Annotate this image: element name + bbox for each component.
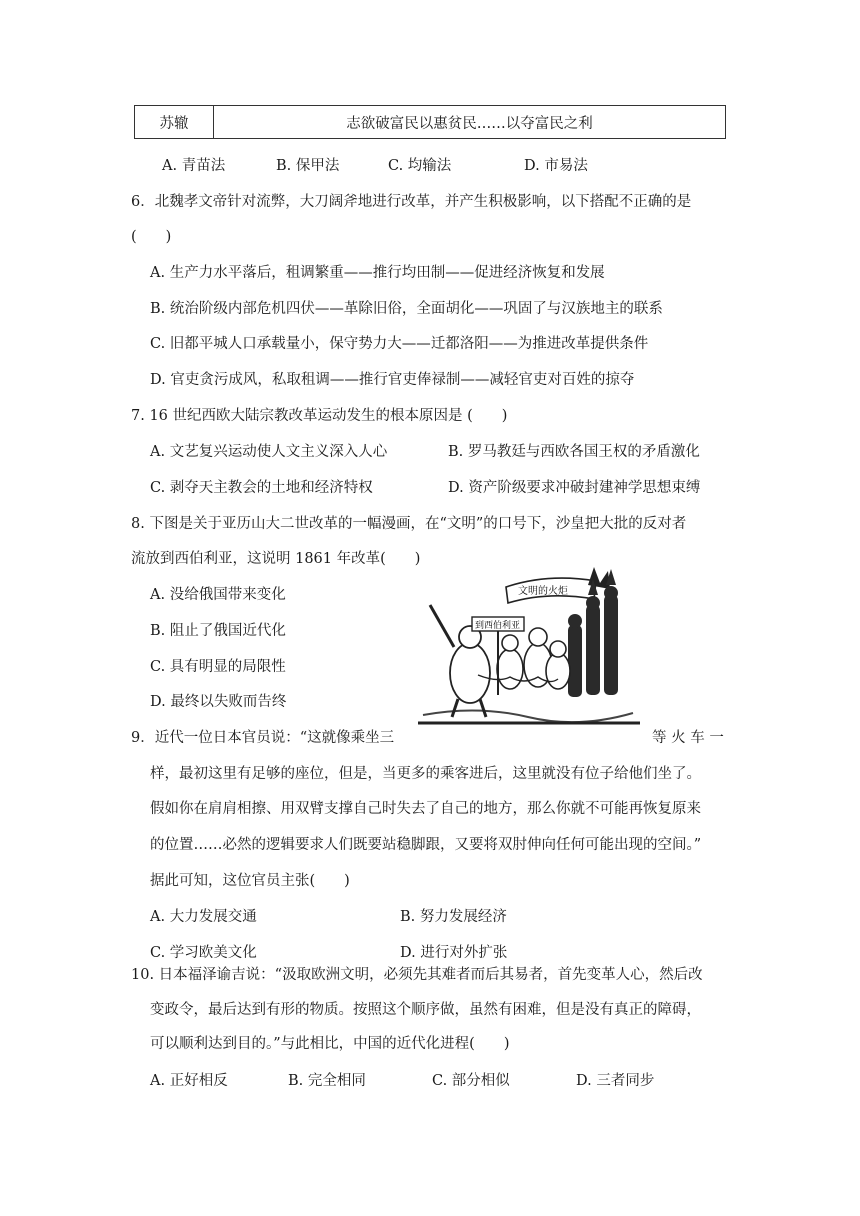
q10-option-c: C. 部分相似: [432, 1073, 510, 1089]
q8-option-d: D. 最终以失败而告终: [150, 694, 287, 710]
q6-option-d: D. 官吏贪污成风，私取租调——推行官吏俸禄制——减轻官吏对百姓的掠夺: [150, 372, 635, 388]
q8-stem: 8. 下图是关于亚历山大二世改革的一幅漫画，在“文明”的口号下，沙皇把大批的反对者: [131, 516, 687, 532]
q9-stem-line5: 据此可知，这位官员主张( ): [150, 873, 350, 889]
q10-stem-line3: 可以顺利达到目的。”与此相比，中国的近代化进程( ): [150, 1036, 510, 1052]
cartoon-banner-text: 文明的火炬: [518, 586, 568, 597]
table-cell-name: 苏辙: [135, 106, 214, 139]
q7-option-a: A. 文艺复兴运动使人文主义深入人心: [150, 444, 388, 460]
q7-stem: 7. 16 世纪西欧大陆宗教改革运动发生的根本原因是 ( ): [131, 408, 508, 424]
q10-stem-line1: 10. 日本福泽谕吉说：“汲取欧洲文明，必须先其难者而后其易者，首先变革人心，然后改: [131, 967, 703, 983]
q5-option-a: A. 青苗法: [162, 158, 226, 174]
q5-option-d: D. 市易法: [524, 158, 588, 174]
table-cell-quote: 志欲破富民以惠贫民……以夺富民之利: [214, 106, 726, 139]
q8-option-b: B. 阻止了俄国近代化: [150, 623, 286, 639]
q9-option-a: A. 大力发展交通: [150, 909, 257, 925]
q9-stem-line3: 假如你在肩肩相擦、用双臂支撑自己时失去了自己的地方，那么你就不可能再恢复原来: [150, 801, 701, 817]
q9-option-d: D. 进行对外扩张: [400, 945, 508, 961]
q9-option-b: B. 努力发展经济: [400, 909, 507, 925]
q10-option-b: B. 完全相同: [288, 1073, 366, 1089]
q8-option-a: A. 没给俄国带来变化: [150, 587, 286, 603]
q9-stem-line2: 样，最初这里有足够的座位，但是，当更多的乘客进后，这里就没有位子给他们坐了。: [150, 766, 701, 782]
exile-cartoon-image: [418, 565, 640, 725]
q7-option-b: B. 罗马教廷与西欧各国王权的矛盾激化: [448, 444, 700, 460]
q6-stem-bracket: ( ): [131, 229, 172, 245]
q9-stem-line1-right: 等 火 车 一: [652, 730, 724, 746]
q5-option-b: B. 保甲法: [276, 158, 340, 174]
q6-option-b: B. 统治阶级内部危机四伏——革除旧俗，全面胡化——巩固了与汉族地主的联系: [150, 301, 663, 317]
q7-option-c: C. 剥夺天主教会的土地和经济特权: [150, 480, 373, 496]
q8-stem-cont: 流放到西伯利亚，这说明 1861 年改革( ): [131, 551, 421, 567]
q10-stem-line2: 变政令，最后达到有形的物质。按照这个顺序做，虽然有困难，但是没有真正的障碍，: [150, 1002, 701, 1018]
q9-stem-line4: 的位置……必然的逻辑要求人们既要站稳脚跟，又要将双肘伸向任何可能出现的空间。”: [150, 837, 702, 853]
q6-stem: 6．北魏孝文帝针对流弊，大刀阔斧地进行改革，并产生积极影响，以下搭配不正确的是: [131, 194, 692, 210]
cartoon-sign-text: 到西伯利亚: [475, 621, 521, 631]
reform-quote-table: [134, 105, 726, 139]
q5-option-c: C. 均输法: [388, 158, 452, 174]
q9-stem-line1: 9．近代一位日本官员说：“这就像乘坐三: [131, 730, 395, 746]
q10-option-d: D. 三者同步: [576, 1073, 655, 1089]
q8-option-c: C. 具有明显的局限性: [150, 659, 286, 675]
q6-option-a: A. 生产力水平落后，租调繁重——推行均田制——促进经济恢复和发展: [150, 265, 605, 281]
q9-option-c: C. 学习欧美文化: [150, 945, 257, 961]
table-row: [135, 106, 726, 139]
q6-option-c: C. 旧都平城人口承载量小，保守势力大——迁都洛阳——为推进改革提供条件: [150, 336, 649, 352]
q7-option-d: D. 资产阶级要求冲破封建神学思想束缚: [448, 480, 701, 496]
q10-option-a: A. 正好相反: [150, 1073, 228, 1089]
